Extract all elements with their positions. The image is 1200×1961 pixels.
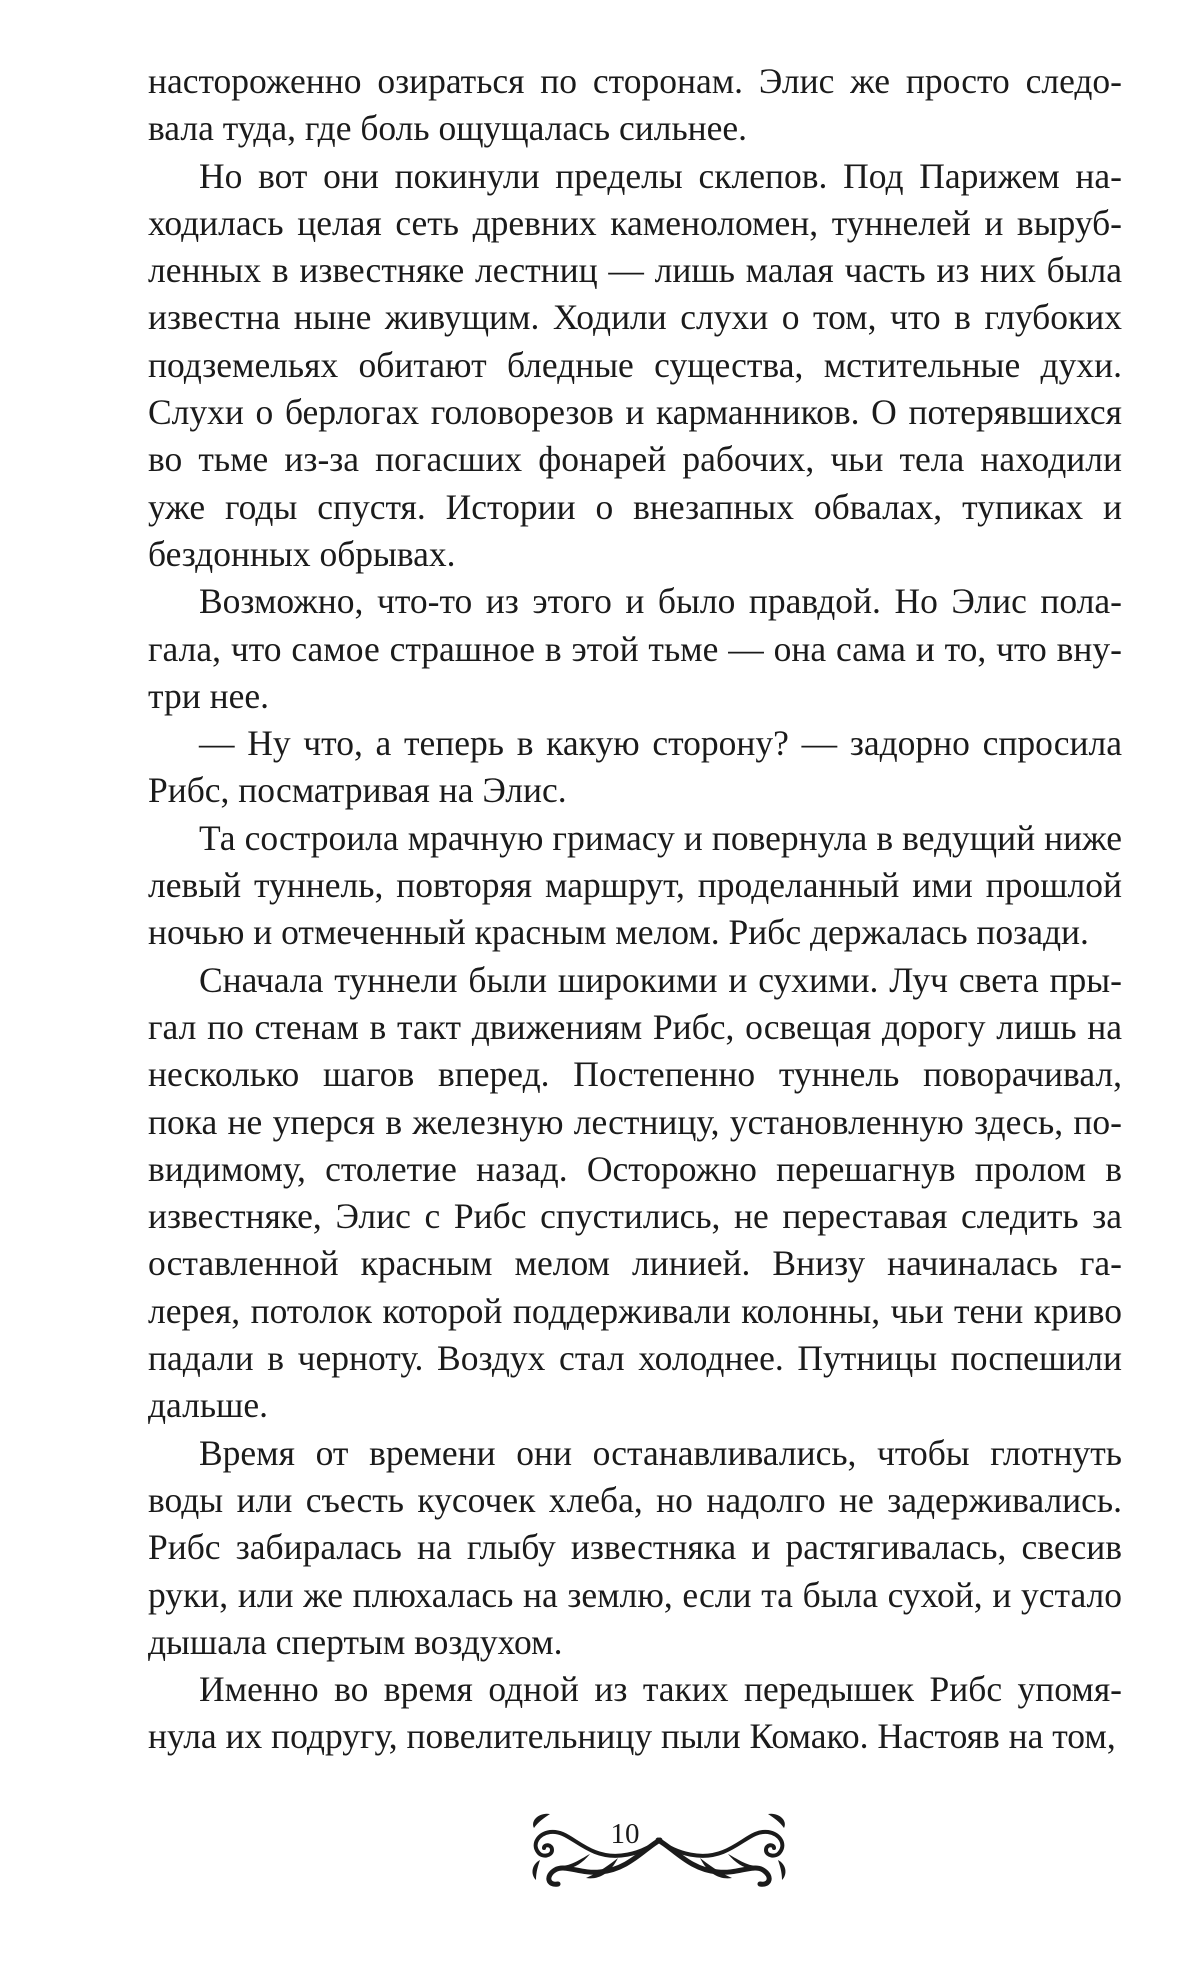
paragraph-2: Но вот они покинули пределы склепов. Под Парижем находилась целая сеть древних каменоломен, туннелей и вырубленных в известняке лестниц — лишь малая часть из них была известна ныне живущим. Ходили слухи о том, что в глубоких подземельях обитают бледные существа, мстительные духи. Слухи о берлогах головорезов и карманников. О потерявшихся во тьме из-за погасших фонарей рабочих, чьи тела находили уже годы спустя. Истории о внезапных обвалах, тупиках и бездонных обрывах.	[148, 155, 1122, 574]
page-number: 10	[610, 1818, 640, 1850]
body-text	[148, 58, 1122, 1761]
paragraph-8: Именно во время одной из таких передышек Рибс упомянула их подругу, повелительницу пыли Комако. Настояв на том,	[148, 1669, 1122, 1757]
paragraph-1: настороженно озираться по сторонам. Элис же просто следовала туда, где боль ощущалась сильнее.	[148, 61, 1122, 149]
paragraph-6: Сначала туннели были широкими и сухими. Луч света прыгал по стенам в такт движениям Рибс, освещая дорогу лишь на несколько шагов вперед. Постепенно туннель поворачивал, пока не уперся в железную лестницу, установленную здесь, по-видимому, столетие назад. Осторожно перешагнув пролом в известняке, Элис с Рибс спустились, не переставая следить за оставленной красным мелом линией. Внизу начиналась галерея, потолок которой поддерживали колонны, чьи тени криво падали в черноту. Воздух стал холоднее. Путницы поспешили дальше.	[148, 959, 1122, 1426]
paragraph-7: Время от времени они останавливались, чтобы глотнуть воды или съесть кусочек хлеба, но надолго не задерживались. Рибс забиралась на глыбу известняка и растягивалась, свесив руки, или же плюхалась на землю, если та была сухой, и устало дышала спертым воздухом.	[148, 1432, 1122, 1662]
flourish-ornament-right-icon	[648, 1800, 798, 1890]
paragraph-4: — Ну что, а теперь в какую сторону? — задорно спросила Рибс, посматривая на Элис.	[148, 723, 1122, 811]
paragraph-5: Та состроила мрачную гримасу и повернула в ведущий ниже левый туннель, повторяя маршрут, проделанный ими прошлой ночью и отмеченный красным мелом. Рибс держалась позади.	[148, 817, 1122, 953]
paragraph-3: Возможно, что-то из этого и было правдой. Но Элис полагала, что самое страшное в этой тьме — она сама и то, что внутри нее.	[148, 581, 1122, 716]
page-footer	[0, 1800, 1200, 1920]
